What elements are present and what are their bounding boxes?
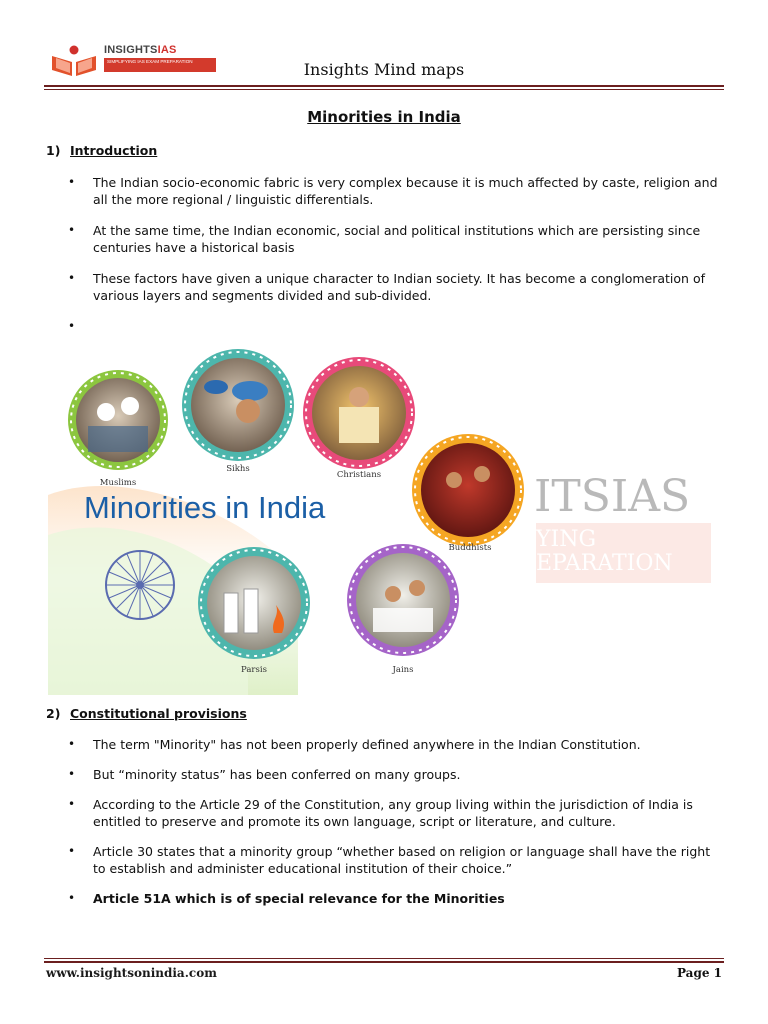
label-parsis: Parsis <box>241 665 267 675</box>
watermark-line-1: ITSIAS <box>534 471 691 522</box>
label-jains: Jains <box>392 665 414 675</box>
list-item: • But “minority status” has been conferred on many groups. <box>68 767 461 782</box>
footer-divider <box>44 961 724 963</box>
header-divider-thin <box>44 89 724 90</box>
page-number: Page 1 <box>676 966 722 980</box>
label-buddhists: Buddhists <box>448 543 492 553</box>
section-heading-constitutional-provisions: 2) Constitutional provisions <box>46 706 247 721</box>
illustration-title: Minorities in India <box>84 490 326 525</box>
list-item: • According to the Article 29 of the Constitution, any group living within the jurisdiction of India is entitled to preserve and promote its own language, script or literature, and culture. <box>68 797 693 829</box>
section-heading-introduction: 1) Introduction <box>46 143 158 158</box>
muslims-photo <box>68 370 168 470</box>
document-title: Minorities in India <box>307 108 461 126</box>
list-item: • The Indian socio-economic fabric is very complex because it is much affected by caste, religion and all the more regional / linguistic differentials. <box>68 175 718 207</box>
label-sikhs: Sikhs <box>226 464 250 474</box>
watermark-line-2: YING <box>536 527 597 552</box>
header-divider <box>44 85 724 87</box>
sikhs-photo <box>182 349 294 461</box>
buddhists-photo <box>412 434 524 546</box>
header-title: Insights Mind maps <box>303 60 465 79</box>
christians-photo <box>303 357 415 469</box>
footer-divider-thin <box>44 958 724 959</box>
label-christians: Christians <box>336 470 382 480</box>
list-item: • Article 30 states that a minority group “whether based on religion or language shall have the right to establish and administer educational institution of their choice.” <box>68 844 711 876</box>
logo-brand: INSIGHTSIAS <box>104 44 177 56</box>
list-item: • At the same time, the Indian economic, social and political institutions which are persisting since centuries have a historical basis <box>68 223 701 255</box>
label-muslims: Muslims <box>99 478 137 488</box>
parsis-photo <box>198 547 310 659</box>
watermark-line-3: EPARATION <box>536 551 673 576</box>
constitutional-bullet-list <box>68 736 718 920</box>
list-item: • These factors have given a unique character to Indian society. It has become a conglomeration of various layers and segments divided and sub-divided. <box>68 271 705 303</box>
ashoka-chakra-icon <box>106 551 174 619</box>
jains-photo <box>347 544 459 656</box>
footer-website: www.insightsonindia.com <box>46 966 217 980</box>
list-item: • The term "Minority" has not been properly defined anywhere in the Indian Constitution. <box>68 737 641 752</box>
minorities-illustration <box>48 345 718 695</box>
introduction-bullet-list: • The Indian socio-economic fabric is very complex because it is much affected by caste, religion and all the more regional / linguistic differentials. • At the same time, the Indian economic, social and political institutions which are persisting since centuries have a historical basis • These factors have given a unique character to Indian society. It has become a conglomeration of various layers and segments divided and sub-divided. • <box>68 175 718 333</box>
list-item: • Article 51A which is of special relevance for the Minorities <box>68 891 505 906</box>
logo-tagline: SIMPLIFYING IAS EXAM PREPARATION <box>104 58 216 72</box>
